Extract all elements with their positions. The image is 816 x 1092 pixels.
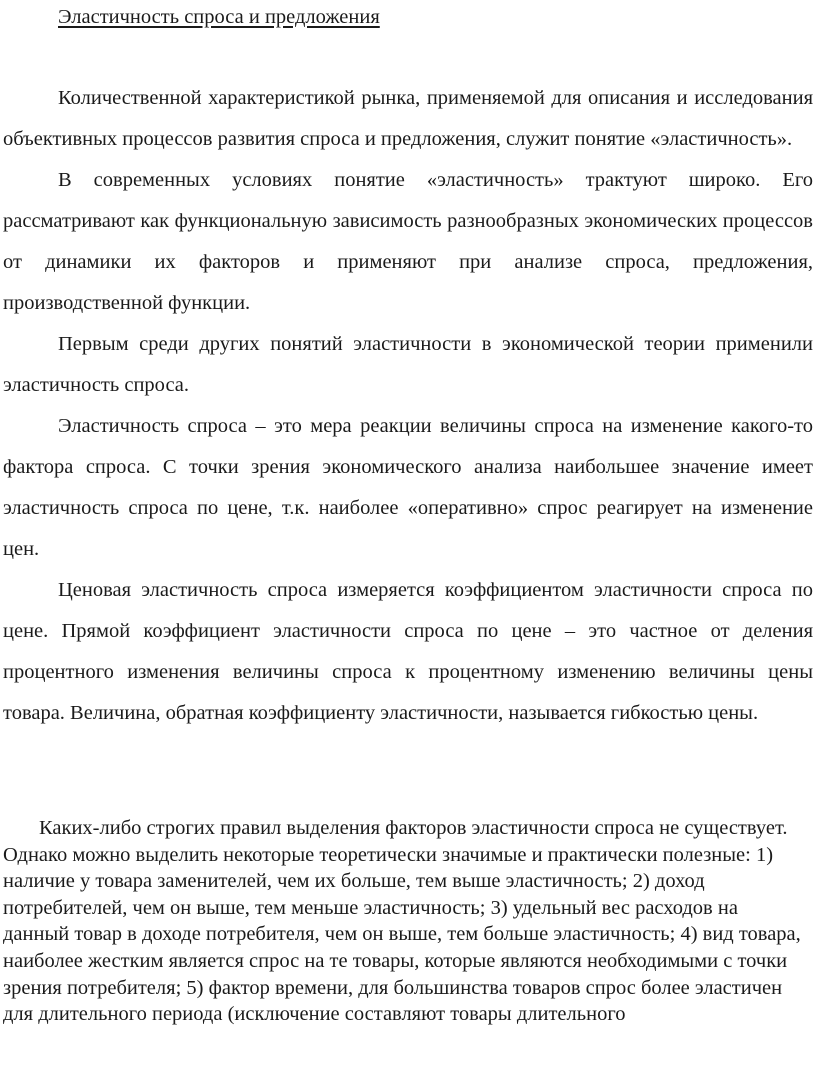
paragraph-first-applied: Первым среди других понятий эластичности в экономической теории применили эластичность спроса.: [3, 333, 813, 396]
paragraph-modern-interpretation: В современных условиях понятие «эластичность» трактуют широко. Его рассматривают как функциональную зависимость разнообразных экономических процессов от динамики их факторов и применяют при анализе спроса, предложения, производственной функции.: [3, 169, 813, 314]
document-body: [3, 78, 813, 734]
paragraph-elasticity-definition: Количественной характеристикой рынка, применяемой для описания и исследования объективных процессов развития спроса и предложения, служит понятие «эластичность».: [3, 87, 813, 150]
paragraph-demand-elasticity: Эластичность спроса – это мера реакции величины спроса на изменение какого-то фактора спроса. С точки зрения экономического анализа наибольшее значение имеет эластичность спроса по цене, т.к. наиболее «оперативно» спрос реагирует на изменение цен.: [3, 415, 813, 560]
paragraph-price-elasticity: Ценовая эластичность спроса измеряется коэффициентом эластичности спроса по цене. Прямой коэффициент эластичности спроса по цене – это частное от деления процентного изменения величины спроса к процентному изменению величины цены товара. Величина, обратная коэффициенту эластичности, называется гибкостью цены.: [3, 579, 813, 724]
paragraph-elasticity-factors: Каких-либо строгих правил выделения факторов эластичности спроса не существует. Однако можно выделить некоторые теоретически значимые и практически полезные: 1) наличие у товара заменителей, чем их больше, тем выше эластичность; 2) доход потребителей, чем он выше, тем меньше эластичность; 3) удельный вес расходов на данный товар в доходе потребителя, чем он выше, тем больше эластичность; 4) вид товара, наиболее жестким является спрос на те товары, которые являются необходимыми с точки зрения потребителя; 5) фактор времени, для большинства товаров спрос более эластичен для длительного периода (исключение составляют товары длительного: [3, 817, 801, 1026]
document-title: Эластичность спроса и предложения: [58, 6, 380, 28]
